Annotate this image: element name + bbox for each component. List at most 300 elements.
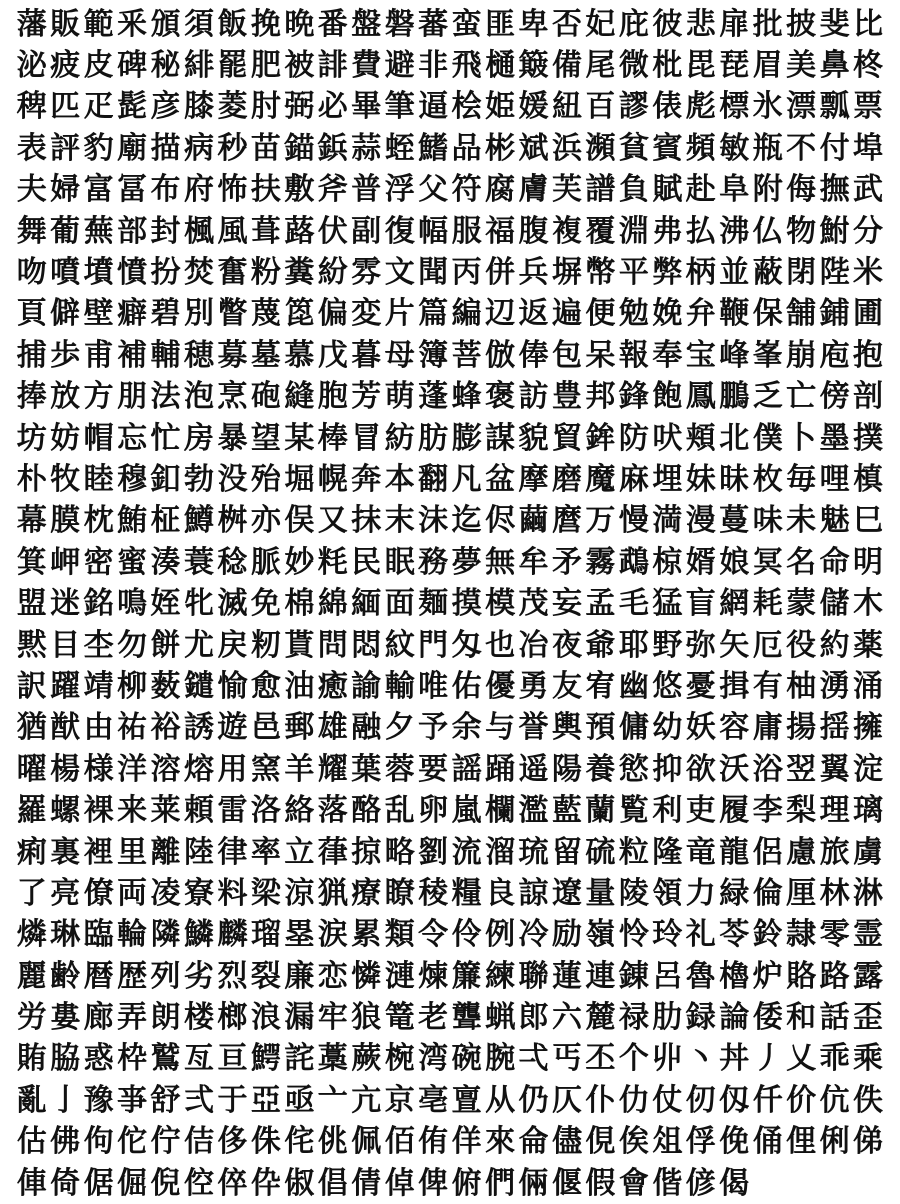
kanji-char: 文: [384, 255, 415, 291]
kanji-char: 邦: [585, 379, 616, 415]
kanji-char: 阜: [719, 172, 750, 208]
kanji-char: 販: [50, 6, 81, 42]
kanji-char: 耀: [317, 751, 348, 787]
kanji-char: 琉: [518, 834, 549, 870]
kanji-char: 描: [150, 130, 181, 166]
kanji-char: 朋: [117, 379, 148, 415]
kanji-char: 毎: [786, 461, 817, 497]
kanji-char: 枇: [652, 48, 683, 84]
kanji-char: 路: [819, 958, 850, 994]
kanji-char: 併: [485, 255, 516, 291]
kanji-char: 訪: [518, 379, 549, 415]
kanji-char: 欲: [685, 751, 716, 787]
kanji-char: 乂: [786, 1041, 817, 1077]
kanji-char: 悲: [685, 6, 716, 42]
kanji-char: 盟: [16, 586, 47, 622]
kanji-char: 服: [451, 213, 482, 249]
kanji-char: 仂: [618, 1082, 649, 1118]
kanji-char: 暮: [351, 337, 382, 373]
kanji-char: 離: [150, 834, 181, 870]
kanji-char: 牟: [518, 544, 549, 580]
kanji-char: 与: [485, 710, 516, 746]
kanji-char: 様: [83, 751, 114, 787]
kanji-char: 貌: [518, 420, 549, 456]
kanji-char: 防: [618, 420, 649, 456]
kanji-char: 布: [150, 172, 181, 208]
kanji-char: 鱗: [183, 917, 214, 953]
kanji-char: 吠: [652, 420, 683, 456]
kanji-char: 琳: [50, 917, 81, 953]
kanji-char: 牧: [50, 461, 81, 497]
kanji-char: 庇: [618, 6, 649, 42]
kanji-char: 冨: [117, 172, 148, 208]
kanji-char: 満: [652, 503, 683, 539]
kanji-char: 裡: [83, 834, 114, 870]
kanji-grid: [15, 4, 885, 1204]
kanji-char: 倡: [317, 1165, 348, 1201]
kanji-char: 滅: [217, 586, 248, 622]
kanji-char: 抱: [853, 337, 884, 373]
kanji-char: 忘: [117, 420, 148, 456]
kanji-char: 輔: [150, 337, 181, 373]
kanji-char: 聞: [418, 255, 449, 291]
kanji-char: 亅: [50, 1082, 81, 1118]
kanji-char: 猛: [652, 586, 683, 622]
kanji-char: 禄: [618, 1000, 649, 1036]
kanji-char: 爺: [585, 627, 616, 663]
kanji-char: 丼: [719, 1041, 750, 1077]
kanji-char: 賂: [786, 958, 817, 994]
kanji-char: 婿: [685, 544, 716, 580]
kanji-char: 偏: [317, 296, 348, 332]
kanji-char: 桝: [217, 503, 248, 539]
kanji-char: 弥: [685, 627, 716, 663]
kanji-char: 話: [819, 1000, 850, 1036]
kanji-char: 佝: [83, 1124, 114, 1160]
kanji-char: 木: [853, 586, 884, 622]
kanji-char: 揖: [719, 668, 750, 704]
kanji-char: 矛: [551, 544, 582, 580]
kanji-char: 詫: [284, 1041, 315, 1077]
kanji-char: 方: [83, 379, 114, 415]
kanji-char: 浪: [250, 1000, 281, 1036]
kanji-char: 歩: [50, 337, 81, 373]
kanji-char: 目: [50, 627, 81, 663]
kanji-char: 棒: [317, 420, 348, 456]
kanji-char: 侏: [250, 1124, 281, 1160]
kanji-char: 憐: [351, 958, 382, 994]
kanji-char: 价: [786, 1082, 817, 1118]
kanji-char: 露: [853, 958, 884, 994]
kanji-char: 符: [451, 172, 482, 208]
kanji-char: 裸: [83, 793, 114, 829]
kanji-char: 俎: [652, 1124, 683, 1160]
kanji-char: 輿: [551, 710, 582, 746]
kanji-char: 佰: [384, 1124, 415, 1160]
kanji-char: 物: [786, 213, 817, 249]
kanji-char: 卑: [518, 6, 549, 42]
kanji-char: 戊: [317, 337, 348, 373]
kanji-char: 腹: [518, 213, 549, 249]
kanji-char: 母: [384, 337, 415, 373]
kanji-char: 漏: [284, 1000, 315, 1036]
kanji-char: 櫓: [719, 958, 750, 994]
kanji-char: 薮: [150, 668, 181, 704]
kanji-char: 黙: [16, 627, 47, 663]
kanji-char: 莱: [150, 793, 181, 829]
kanji-char: 鼻: [819, 48, 850, 84]
kanji-char: 蕗: [284, 213, 315, 249]
kanji-char: 夜: [551, 627, 582, 663]
kanji-char: 翻: [418, 461, 449, 497]
kanji-char: 侈: [217, 1124, 248, 1160]
kanji-char: 坊: [16, 420, 47, 456]
kanji-char: 俛: [719, 1124, 750, 1160]
kanji-char: 个: [618, 1041, 649, 1077]
kanji-char: 肪: [418, 420, 449, 456]
kanji-char: 砲: [250, 379, 281, 415]
kanji-char: 紋: [384, 627, 415, 663]
kanji-char: 亠: [317, 1082, 348, 1118]
kanji-char: 品: [451, 130, 482, 166]
kanji-char: 美: [786, 48, 817, 84]
kanji-char: 兵: [518, 255, 549, 291]
kanji-char: 誉: [518, 710, 549, 746]
kanji-char: 慕: [284, 337, 315, 373]
kanji-char: 編: [451, 296, 482, 332]
kanji-char: 婦: [50, 172, 81, 208]
kanji-char: 並: [719, 255, 750, 291]
kanji-char: 礼: [685, 917, 716, 953]
kanji-char: 友: [551, 668, 582, 704]
kanji-char: 仞: [685, 1082, 716, 1118]
kanji-char: 累: [351, 917, 382, 953]
kanji-char: 肋: [652, 1000, 683, 1036]
kanji-char: 丕: [585, 1041, 616, 1077]
kanji-char: 丙: [451, 255, 482, 291]
kanji-char: 齢: [50, 958, 81, 994]
kanji-char: 玲: [652, 917, 683, 953]
kanji-char: 評: [50, 130, 81, 166]
kanji-char: 傭: [618, 710, 649, 746]
kanji-char: 落: [317, 793, 348, 829]
kanji-char: 貰: [284, 627, 315, 663]
kanji-char: 眠: [384, 544, 415, 580]
kanji-char: 虜: [853, 834, 884, 870]
kanji-char: 両: [117, 875, 148, 911]
kanji-char: 捕: [16, 337, 47, 373]
kanji-char: 傍: [819, 379, 850, 415]
kanji-char: 由: [83, 710, 114, 746]
kanji-char: 万: [585, 503, 616, 539]
kanji-char: 紐: [551, 89, 582, 125]
kanji-char: 耗: [752, 586, 783, 622]
kanji-char: 麟: [217, 917, 248, 953]
kanji-char: 肘: [250, 89, 281, 125]
kanji-char: 淵: [618, 213, 649, 249]
kanji-char: 力: [685, 875, 716, 911]
kanji-char: 励: [551, 917, 582, 953]
kanji-char: 篇: [418, 296, 449, 332]
kanji-char: 望: [250, 420, 281, 456]
kanji-char: 椀: [384, 1041, 415, 1077]
kanji-char: 仟: [752, 1082, 783, 1118]
kanji-char: 里: [117, 834, 148, 870]
kanji-char: 畢: [351, 89, 382, 125]
kanji-char: 歴: [117, 958, 148, 994]
kanji-char: 憂: [685, 668, 716, 704]
kanji-char: 葡: [50, 213, 81, 249]
kanji-char: 娘: [719, 544, 750, 580]
kanji-char: 某: [284, 420, 315, 456]
kanji-char: 吻: [16, 255, 47, 291]
kanji-char: 俟: [618, 1124, 649, 1160]
kanji-char: 丶: [685, 1041, 716, 1077]
kanji-char: 誹: [317, 48, 348, 84]
kanji-char: 保: [752, 296, 783, 332]
kanji-char: 圃: [853, 296, 884, 332]
kanji-char: 勃: [183, 461, 214, 497]
kanji-char: 癒: [317, 668, 348, 704]
kanji-char: 剖: [853, 379, 884, 415]
kanji-char: 峰: [719, 337, 750, 373]
kanji-char: 偈: [719, 1165, 750, 1201]
kanji-char: 斌: [518, 130, 549, 166]
kanji-char: 匁: [451, 627, 482, 663]
kanji-char: 蓬: [418, 379, 449, 415]
kanji-char: 孟: [585, 586, 616, 622]
kanji-char: 味: [752, 503, 783, 539]
kanji-char: 俚: [786, 1124, 817, 1160]
kanji-char: 釦: [150, 461, 181, 497]
kanji-char: 倔: [117, 1165, 148, 1201]
kanji-char: 弍: [183, 1082, 214, 1118]
kanji-char: 鞭: [719, 296, 750, 332]
kanji-char: 羊: [284, 751, 315, 787]
kanji-char: 竜: [685, 834, 716, 870]
kanji-char: 慾: [618, 751, 649, 787]
kanji-char: 亟: [284, 1082, 315, 1118]
kanji-char: 琵: [719, 48, 750, 84]
kanji-char: 餅: [150, 627, 181, 663]
kanji-char: 炉: [752, 958, 783, 994]
kanji-char: 焚: [183, 255, 214, 291]
kanji-char: 銘: [83, 586, 114, 622]
kanji-char: 糞: [284, 255, 315, 291]
kanji-char: 躍: [50, 668, 81, 704]
kanji-char: 漫: [685, 503, 716, 539]
kanji-char: 標: [719, 89, 750, 125]
kanji-char: 法: [150, 379, 181, 415]
kanji-char: 葉: [351, 751, 382, 787]
kanji-char: 撲: [853, 420, 884, 456]
kanji-char: 俵: [652, 89, 683, 125]
kanji-char: 庸: [752, 710, 783, 746]
kanji-char: 箆: [284, 296, 315, 332]
kanji-char: 霊: [853, 917, 884, 953]
kanji-char: 李: [752, 793, 783, 829]
kanji-char: 豫: [83, 1082, 114, 1118]
kanji-char: 律: [217, 834, 248, 870]
kanji-char: 會: [618, 1165, 649, 1201]
kanji-char: 涙: [317, 917, 348, 953]
kanji-char: 縫: [284, 379, 315, 415]
kanji-char: 磐: [384, 6, 415, 42]
kanji-char: 磨: [551, 461, 582, 497]
kanji-char: 風: [217, 213, 248, 249]
kanji-char: 翼: [819, 751, 850, 787]
kanji-char: 脈: [250, 544, 281, 580]
kanji-char: 巳: [853, 503, 884, 539]
kanji-char: 迄: [451, 503, 482, 539]
kanji-char: 凡: [451, 461, 482, 497]
kanji-char: 論: [719, 1000, 750, 1036]
kanji-char: 魯: [685, 958, 716, 994]
kanji-char: 返: [518, 296, 549, 332]
kanji-char: 佩: [351, 1124, 382, 1160]
kanji-char: 優: [485, 668, 516, 704]
kanji-char: 冥: [752, 544, 783, 580]
kanji-char: 彦: [150, 89, 181, 125]
kanji-char: 粒: [618, 834, 649, 870]
kanji-char: 門: [418, 627, 449, 663]
kanji-char: 柾: [150, 503, 181, 539]
kanji-char: 須: [183, 6, 214, 42]
kanji-char: 緑: [719, 875, 750, 911]
kanji-char: 貧: [618, 130, 649, 166]
kanji-char: 沸: [719, 213, 750, 249]
kanji-char: 複: [551, 213, 582, 249]
kanji-char: 唯: [418, 668, 449, 704]
kanji-char: 涌: [853, 668, 884, 704]
kanji-char: 撫: [819, 172, 850, 208]
kanji-char: 聾: [451, 1000, 482, 1036]
kanji-char: 盤: [351, 6, 382, 42]
kanji-char: 敏: [719, 130, 750, 166]
kanji-char: 鈴: [752, 917, 783, 953]
kanji-char: 利: [652, 793, 683, 829]
kanji-char: 避: [384, 48, 415, 84]
kanji-char: 俣: [284, 503, 315, 539]
kanji-char: 邑: [250, 710, 281, 746]
kanji-char: 報: [618, 337, 649, 373]
kanji-char: 柚: [786, 668, 817, 704]
kanji-char: 璃: [853, 793, 884, 829]
kanji-char: 毘: [685, 48, 716, 84]
kanji-char: 郎: [518, 1000, 549, 1036]
kanji-char: 例: [485, 917, 516, 953]
kanji-char: 封: [150, 213, 181, 249]
kanji-char: 媛: [518, 89, 549, 125]
kanji-char: 名: [786, 544, 817, 580]
kanji-char: 謀: [485, 420, 516, 456]
kanji-char: 蝋: [485, 1000, 516, 1036]
kanji-char: 濫: [518, 793, 549, 829]
kanji-char: 復: [384, 213, 415, 249]
kanji-char: 頻: [685, 130, 716, 166]
kanji-char: 瞭: [384, 875, 415, 911]
kanji-char: 倚: [50, 1165, 81, 1201]
kanji-char: 夕: [384, 710, 415, 746]
kanji-char: 蓮: [551, 958, 582, 994]
kanji-char: 侶: [752, 834, 783, 870]
kanji-char: 留: [551, 834, 582, 870]
kanji-char: 烹: [217, 379, 248, 415]
kanji-char: 愉: [217, 668, 248, 704]
kanji-char: 魅: [819, 503, 850, 539]
kanji-char: 類: [384, 917, 415, 953]
kanji-char: 鮒: [819, 213, 850, 249]
kanji-char: 輪: [117, 917, 148, 953]
kanji-char: 否: [551, 6, 582, 42]
kanji-char: 祐: [117, 710, 148, 746]
kanji-char: 也: [485, 627, 516, 663]
kanji-char: 履: [719, 793, 750, 829]
kanji-char: 靖: [83, 668, 114, 704]
kanji-char: 慢: [618, 503, 649, 539]
kanji-char: 怜: [618, 917, 649, 953]
kanji-char: 僻: [50, 296, 81, 332]
kanji-char: 姫: [485, 89, 516, 125]
kanji-char: 療: [351, 875, 382, 911]
kanji-char: 粍: [317, 544, 348, 580]
kanji-char: 郵: [284, 710, 315, 746]
kanji-char: 負: [618, 172, 649, 208]
kanji-char: 遼: [551, 875, 582, 911]
kanji-char: 北: [719, 420, 750, 456]
kanji-char: 豹: [83, 130, 114, 166]
kanji-char: 洋: [117, 751, 148, 787]
kanji-char: 命: [819, 544, 850, 580]
kanji-char: 尾: [585, 48, 616, 84]
kanji-char: 譜: [585, 172, 616, 208]
kanji-char: 瓶: [752, 130, 783, 166]
kanji-char: 洛: [250, 793, 281, 829]
kanji-char: 鳳: [685, 379, 716, 415]
kanji-char: 秒: [217, 130, 248, 166]
kanji-char: 勿: [117, 627, 148, 663]
kanji-char: 痢: [16, 834, 47, 870]
kanji-char: 率: [250, 834, 281, 870]
kanji-char: 預: [585, 710, 616, 746]
kanji-char: 仗: [652, 1082, 683, 1118]
kanji-char: 幼: [652, 710, 683, 746]
kanji-char: 録: [685, 1000, 716, 1036]
kanji-char: 鷲: [150, 1041, 181, 1077]
kanji-char: 煉: [418, 958, 449, 994]
kanji-char: 崩: [786, 337, 817, 373]
kanji-char: 模: [485, 586, 516, 622]
kanji-char: 歪: [853, 1000, 884, 1036]
kanji-char: 耶: [618, 627, 649, 663]
kanji-char: 抹: [351, 503, 382, 539]
kanji-char: 紛: [317, 255, 348, 291]
kanji-char: 猟: [317, 875, 348, 911]
kanji-char: 侭: [485, 503, 516, 539]
kanji-char: 匹: [50, 89, 81, 125]
kanji-char: 聯: [518, 958, 549, 994]
kanji-char: 杢: [83, 627, 114, 663]
kanji-char: 麗: [16, 958, 47, 994]
kanji-char: 舗: [786, 296, 817, 332]
kanji-char: 呂: [652, 958, 683, 994]
kanji-char: 狼: [351, 1000, 382, 1036]
kanji-char: 嶺: [585, 917, 616, 953]
kanji-char: 埠: [853, 130, 884, 166]
kanji-char: 輸: [384, 668, 415, 704]
kanji-char: 蒙: [786, 586, 817, 622]
kanji-char: 批: [752, 6, 783, 42]
